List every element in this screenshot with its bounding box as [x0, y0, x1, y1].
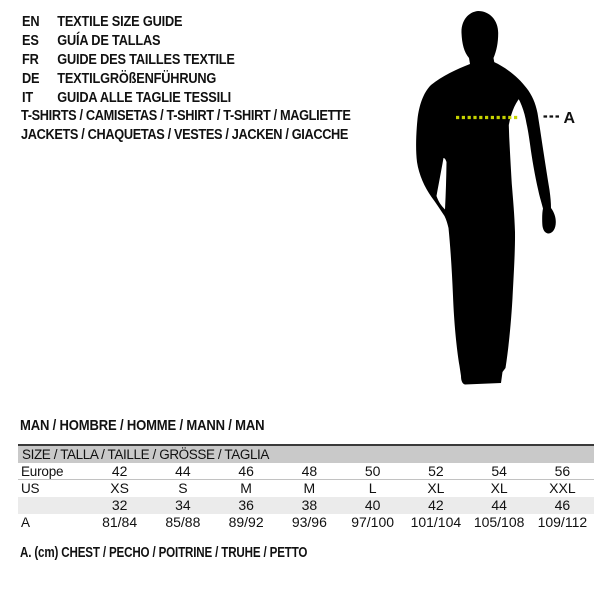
language-label: GUIDE DES TAILLES TEXTILE [57, 52, 235, 68]
size-cell: 93/96 [291, 514, 327, 530]
language-code: FR [22, 52, 39, 68]
table-row-chest-a [18, 514, 594, 531]
size-cell: 38 [301, 497, 318, 513]
size-cell: 42 [428, 497, 444, 513]
category-line-tshirts: T-SHIRTS / CAMISETAS / T-SHIRT / T-SHIRT / MAGLIETTE [21, 108, 351, 124]
language-label: GUÍA DE TALLAS [57, 33, 161, 49]
size-cell: L [368, 480, 377, 496]
size-cell: XS [110, 480, 129, 496]
size-cell: M [303, 480, 316, 496]
size-cell: 48 [301, 463, 318, 479]
row-label: US [21, 481, 40, 496]
row-label: A [21, 515, 30, 530]
body-silhouette [416, 11, 522, 385]
language-guide-list [22, 13, 235, 108]
size-cell: 81/84 [102, 514, 138, 530]
measurement-footnote: A. (cm) CHEST / PECHO / POITRINE / TRUHE / PETTO [20, 545, 308, 561]
language-row-fr [22, 51, 235, 70]
size-cell: 89/92 [228, 514, 264, 530]
language-code: DE [22, 71, 40, 87]
language-row-en [22, 13, 235, 32]
size-cell: M [240, 480, 252, 496]
size-cell: 46 [554, 497, 571, 513]
size-cell: 105/108 [473, 514, 525, 530]
language-row-it [22, 89, 235, 108]
man-silhouette-figure [400, 0, 600, 400]
table-row-numeric [18, 497, 594, 514]
size-cell: 40 [364, 497, 381, 513]
size-cell: 34 [175, 497, 191, 513]
row-label: Europe [21, 464, 64, 479]
size-cell: 42 [111, 463, 128, 479]
size-cell: XL [490, 480, 508, 496]
language-code: IT [22, 90, 33, 106]
size-cell: 50 [364, 463, 381, 479]
size-cell: XL [427, 480, 445, 496]
size-cell: 44 [491, 497, 507, 513]
size-cell: 54 [491, 463, 507, 479]
size-cell: 52 [428, 463, 444, 479]
size-cell: 36 [238, 497, 254, 513]
section-title-man: MAN / HOMBRE / HOMME / MANN / MAN [20, 417, 265, 434]
size-cell: S [178, 480, 188, 496]
table-row-europe [18, 463, 594, 480]
size-cell: 32 [111, 497, 128, 513]
language-label: TEXTILE SIZE GUIDE [57, 14, 183, 30]
size-cell: 56 [554, 463, 571, 479]
language-label: GUIDA ALLE TAGLIE TESSILI [57, 90, 231, 106]
size-cell: 44 [175, 463, 191, 479]
language-code: EN [22, 14, 40, 30]
language-code: ES [22, 33, 39, 49]
size-table [18, 444, 594, 531]
size-cell: 101/104 [410, 514, 462, 530]
language-row-de [22, 70, 235, 89]
size-cell: XXL [549, 480, 576, 496]
table-row-us [18, 480, 594, 497]
size-cell: 97/100 [351, 514, 395, 530]
size-cell: 85/88 [165, 514, 201, 530]
size-table-header: SIZE / TALLA / TAILLE / GRÖSSE / TAGLIA [18, 446, 594, 463]
size-cell: 46 [238, 463, 254, 479]
garment-categories [21, 107, 351, 145]
language-row-es [22, 32, 235, 51]
language-label: TEXTILGRÖßENFÜHRUNG [57, 71, 217, 87]
category-line-jackets: JACKETS / CHAQUETAS / VESTES / JACKEN / GIACCHE [21, 127, 349, 143]
size-cell: 109/112 [537, 514, 588, 530]
measure-label-a: A [563, 110, 576, 127]
row-label [18, 497, 88, 514]
